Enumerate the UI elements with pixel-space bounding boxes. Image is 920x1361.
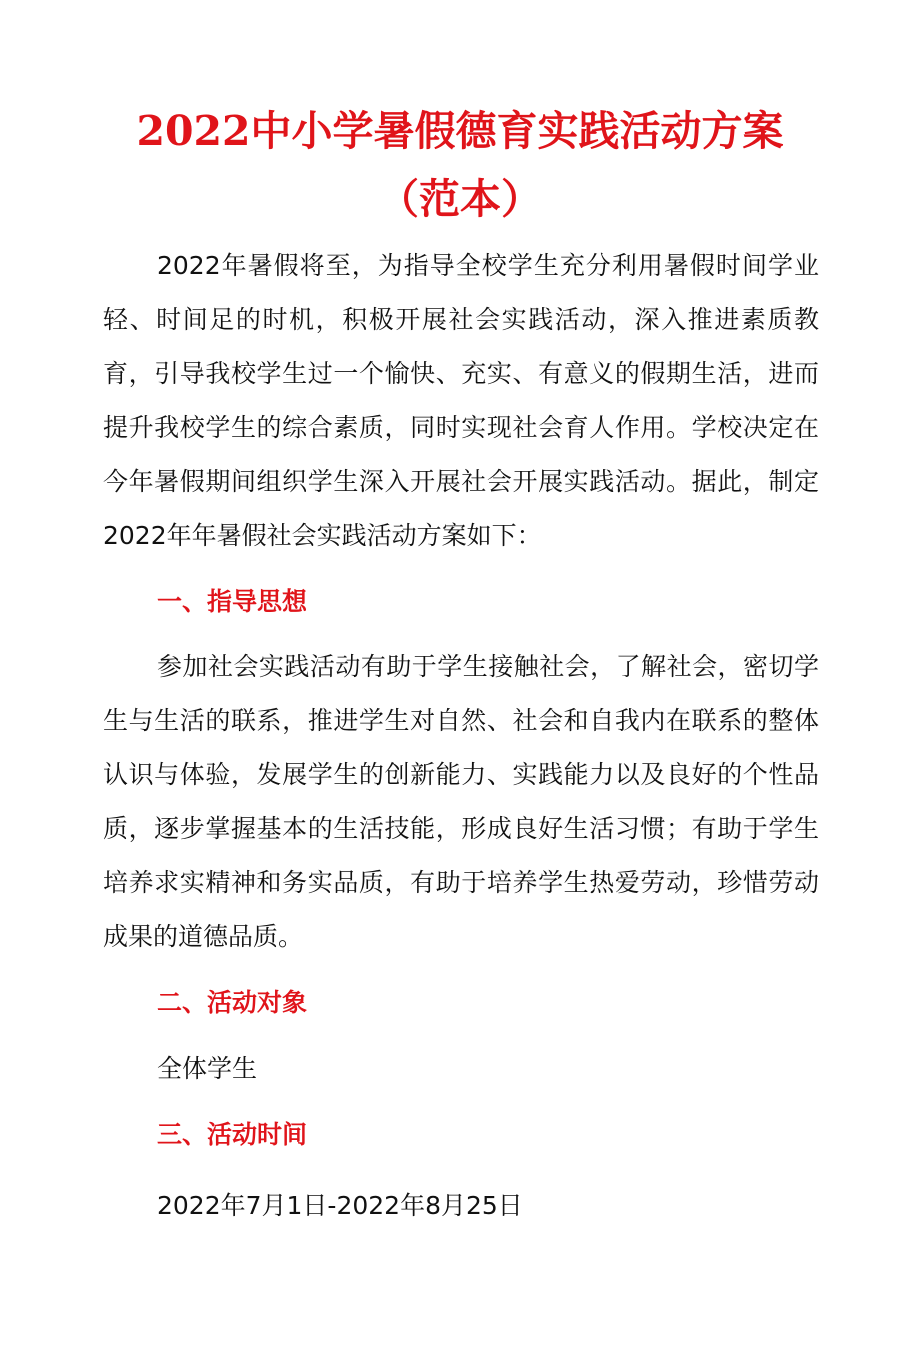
document-subtitle: （范本） <box>378 175 542 223</box>
activity-time-text: 2022年7月1日-2022年8月25日 <box>157 1191 523 1220</box>
section-body-guiding-ideology <box>103 640 819 964</box>
activity-target-text: 全体学生 <box>157 1054 258 1083</box>
section-heading-guiding-ideology: 一、指导思想 <box>157 587 308 616</box>
intro-section <box>103 239 819 563</box>
intro-paragraph: 2022年暑假将至，为指导全校学生充分利用暑假时间学业轻、时间足的时机，积极开展社会实践活动，深入推进素质教育，引导我校学生过一个愉快、充实、有意义的假期生活，进而提升我校学生的综合素质，同时实现社会育人作用。学校决定在今年暑假期间组织学生深入开展社会开展实践活动。据此，制定2022年年暑假社会实践活动方案如下： <box>103 251 819 550</box>
section-heading-activity-time: 三、活动时间 <box>157 1120 308 1149</box>
document-title: 2022中小学暑假德育实践活动方案 <box>136 107 784 155</box>
section-heading-activity-target: 二、活动对象 <box>157 988 308 1017</box>
guiding-ideology-paragraph: 参加社会实践活动有助于学生接触社会，了解社会，密切学生与生活的联系，推进学生对自然、社会和自我内在联系的整体认识与体验，发展学生的创新能力、实践能力以及良好的个性品质，逐步掌握基本的生活技能，形成良好生活习惯；有助于学生培养求实精神和务实品质，有助于培养学生热爱劳动，珍惜劳动成果的道德品质。 <box>103 652 819 951</box>
